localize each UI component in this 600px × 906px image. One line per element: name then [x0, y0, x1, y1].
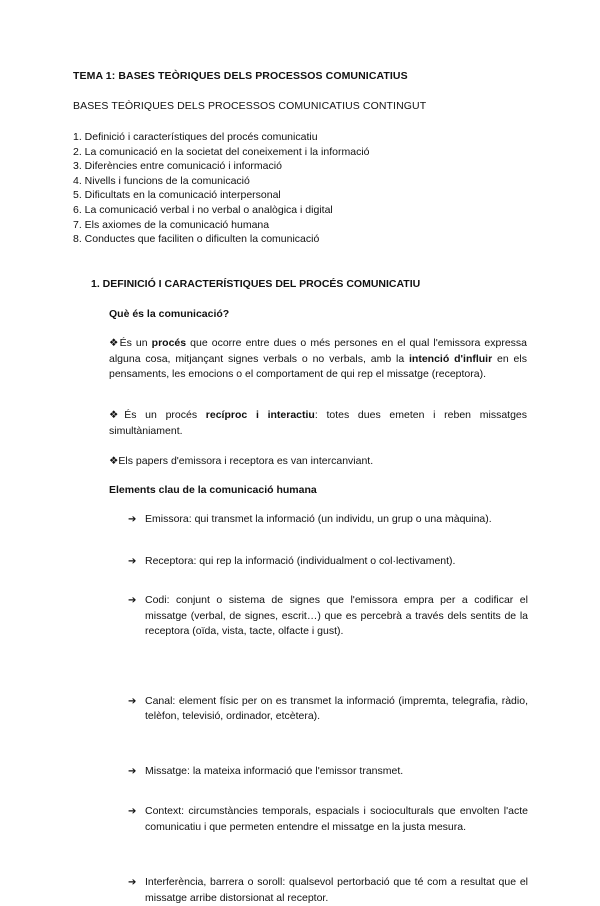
toc-item: 8. Conductes que faciliten o dificulten la comunicació — [73, 233, 320, 246]
emphasis-text: recíproc i interactiu — [205, 409, 315, 421]
element-text: Codi: conjunt o sistema de signes que l'emissora empra per a codificar el missatge (verbal, de signes, escrit…) que es percebrà a través dels sentits de la receptora (oïda, vista, tacte, olfacte i gust). — [145, 594, 528, 637]
list-item — [128, 593, 528, 640]
paragraph-text: És un procés — [124, 409, 206, 421]
toc-item: 5. Dificultats en la comunicació interpersonal — [73, 189, 281, 202]
toc-item: 1. Definició i característiques del procés comunicatiu — [73, 131, 318, 143]
paragraph-text: És un — [119, 337, 152, 349]
diamond-bullet-icon: ❖ — [109, 409, 125, 421]
document-title: TEMA 1: BASES TEÒRIQUES DELS PROCESSOS COMUNICATIUS — [73, 70, 408, 82]
arrow-icon: ➔ — [128, 555, 137, 567]
list-item — [128, 804, 528, 835]
toc-item: 7. Els axiomes de la comunicació humana — [73, 218, 270, 231]
toc-item: 2. La comunicació en la societat del coneixement i la informació — [73, 145, 370, 158]
element-text: Missatge: la mateixa informació que l'emissor transmet. — [145, 764, 404, 777]
arrow-icon: ➔ — [128, 765, 137, 777]
roles-paragraph — [109, 454, 527, 470]
list-item — [128, 512, 528, 528]
paragraph-text: en els pensaments, les emocions o el comportament de qui rep el missatge (receptora). — [109, 352, 527, 380]
element-text: Emissora: qui transmet la informació (un individu, un grup o una màquina). — [145, 513, 492, 525]
list-item — [128, 875, 528, 906]
element-text: Context: circumstàncies temporals, espacials i socioculturals que envolten l'acte comunicatiu i que permeten entendre el missatge en la justa mesura. — [145, 805, 528, 833]
question-heading: Què és la comunicació? — [109, 308, 230, 320]
element-text: Receptora: qui rep la informació (individualment o col·lectivament). — [145, 554, 456, 567]
document-subtitle: BASES TEÒRIQUES DELS PROCESSOS COMUNICATIUS CONTINGUT — [73, 100, 427, 112]
paragraph-text: Els papers d'emissora i receptora es van intercanviant. — [118, 455, 374, 467]
definition-paragraph — [109, 336, 527, 383]
elements-list — [128, 512, 528, 904]
arrow-icon: ➔ — [128, 595, 137, 606]
reciprocal-paragraph — [109, 408, 527, 439]
arrow-icon: ➔ — [128, 877, 137, 888]
paragraph-text: que ocorre entre dues o més persones en el qual l'emissora expressa alguna cosa, mitjançant signes verbals o no verbals, amb la — [109, 337, 527, 365]
toc-item: 3. Diferències entre comunicació i informació — [73, 160, 282, 173]
arrow-icon: ➔ — [128, 806, 137, 817]
list-item — [128, 694, 528, 725]
table-of-contents — [73, 130, 370, 247]
diamond-bullet-icon: ❖ — [109, 455, 119, 467]
elements-heading: Elements clau de la comunicació humana — [109, 484, 317, 496]
emphasis-text: procés — [151, 337, 187, 349]
diamond-bullet-icon: ❖ — [109, 337, 120, 349]
arrow-icon: ➔ — [128, 695, 137, 707]
arrow-icon: ➔ — [128, 514, 137, 525]
toc-item: 4. Nivells i funcions de la comunicació — [73, 174, 250, 187]
paragraph-text: : totes dues emeten i reben missatges simultàniament. — [109, 409, 527, 437]
element-text: Canal: element físic per on es transmet la informació (impremta, telegrafia, ràdio, telèfon, televisió, ordinador, etcètera). — [145, 694, 528, 722]
list-item — [128, 554, 528, 570]
toc-item: 6. La comunicació verbal i no verbal o analògica i digital — [73, 203, 333, 216]
section-heading: 1. DEFINICIÓ I CARACTERÍSTIQUES DEL PROCÉS COMUNICATIU — [91, 278, 421, 290]
element-text: Interferència, barrera o soroll: qualsevol pertorbació que té com a resultat que el missatge arribe distorsionat al receptor. — [145, 876, 528, 904]
emphasis-text: intenció d'influir — [409, 352, 493, 365]
list-item — [128, 764, 528, 780]
